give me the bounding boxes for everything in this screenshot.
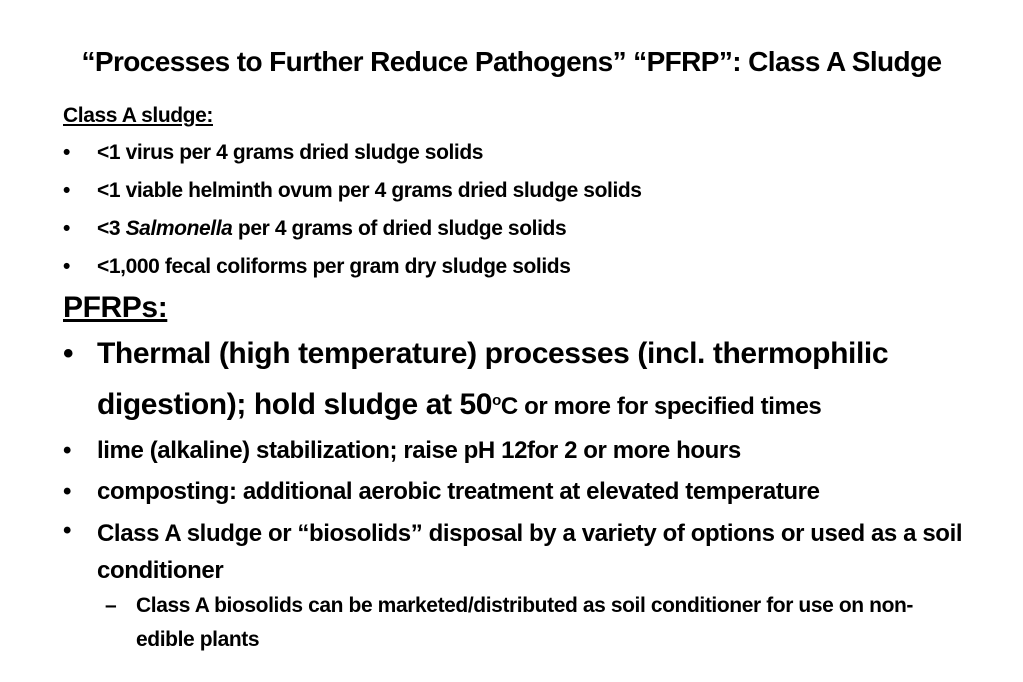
class-a-item-virus (63, 134, 963, 172)
slide-body (63, 98, 963, 657)
class-a-item-text: <1,000 fecal coliforms per gram dry sludge solids (97, 255, 571, 278)
pfrp-item-text: lime (alkaline) stabilization; raise pH 12for 2 or more hours (97, 437, 741, 464)
pfrp-sub-item-marketed (63, 589, 963, 657)
pfrps-heading: PFRPs: (63, 291, 168, 324)
pfrp-thermal-tail: or more for specified times (517, 393, 822, 420)
class-a-item-italic: Salmonella (125, 217, 233, 240)
pfrp-thermal-main: Thermal (high temperature) processes (incl. thermophilic digestion); hold sludge at 50 (97, 337, 889, 421)
pfrp-item-text: composting: additional aerobic treatment at elevated temperature (97, 478, 820, 505)
class-a-item-text: <1 virus per 4 grams dried sludge solids (97, 141, 484, 164)
pfrp-sub-item-text: Class A biosolids can be marketed/distributed as soil conditioner for use on non-edible plants (136, 594, 914, 651)
pfrp-item-lime (63, 430, 963, 471)
class-a-heading: Class A sludge: (63, 104, 213, 127)
bullet: • (63, 217, 70, 240)
class-a-item-suffix: per 4 grams of dried sludge solids (232, 217, 567, 240)
class-a-item-prefix: <3 (97, 217, 126, 240)
bullet: • (63, 437, 72, 464)
pfrp-thermal-degree: o (492, 392, 501, 409)
bullet: • (63, 478, 72, 505)
bullet: • (63, 255, 70, 278)
class-a-item-coliforms (63, 248, 963, 286)
dash: – (105, 594, 117, 617)
pfrp-item-composting (63, 471, 963, 512)
class-a-item-helminth (63, 172, 963, 210)
pfrp-item-disposal (63, 512, 963, 589)
pfrp-item-thermal (63, 330, 963, 430)
bullet: • (63, 141, 70, 164)
class-a-item-text: <1 viable helminth ovum per 4 grams dried sludge solids (97, 179, 642, 202)
slide-title: “Processes to Further Reduce Pathogens” “PFRP”: Class A Sludge (81, 46, 942, 77)
class-a-item-salmonella (63, 210, 963, 248)
pfrp-item-text: Class A sludge or “biosolids” disposal by a variety of options or used as a soil conditioner (97, 520, 963, 584)
pfrp-thermal-unit: C (500, 393, 518, 420)
bullet: • (63, 517, 72, 544)
bullet: • (63, 337, 74, 370)
bullet: • (63, 179, 70, 202)
